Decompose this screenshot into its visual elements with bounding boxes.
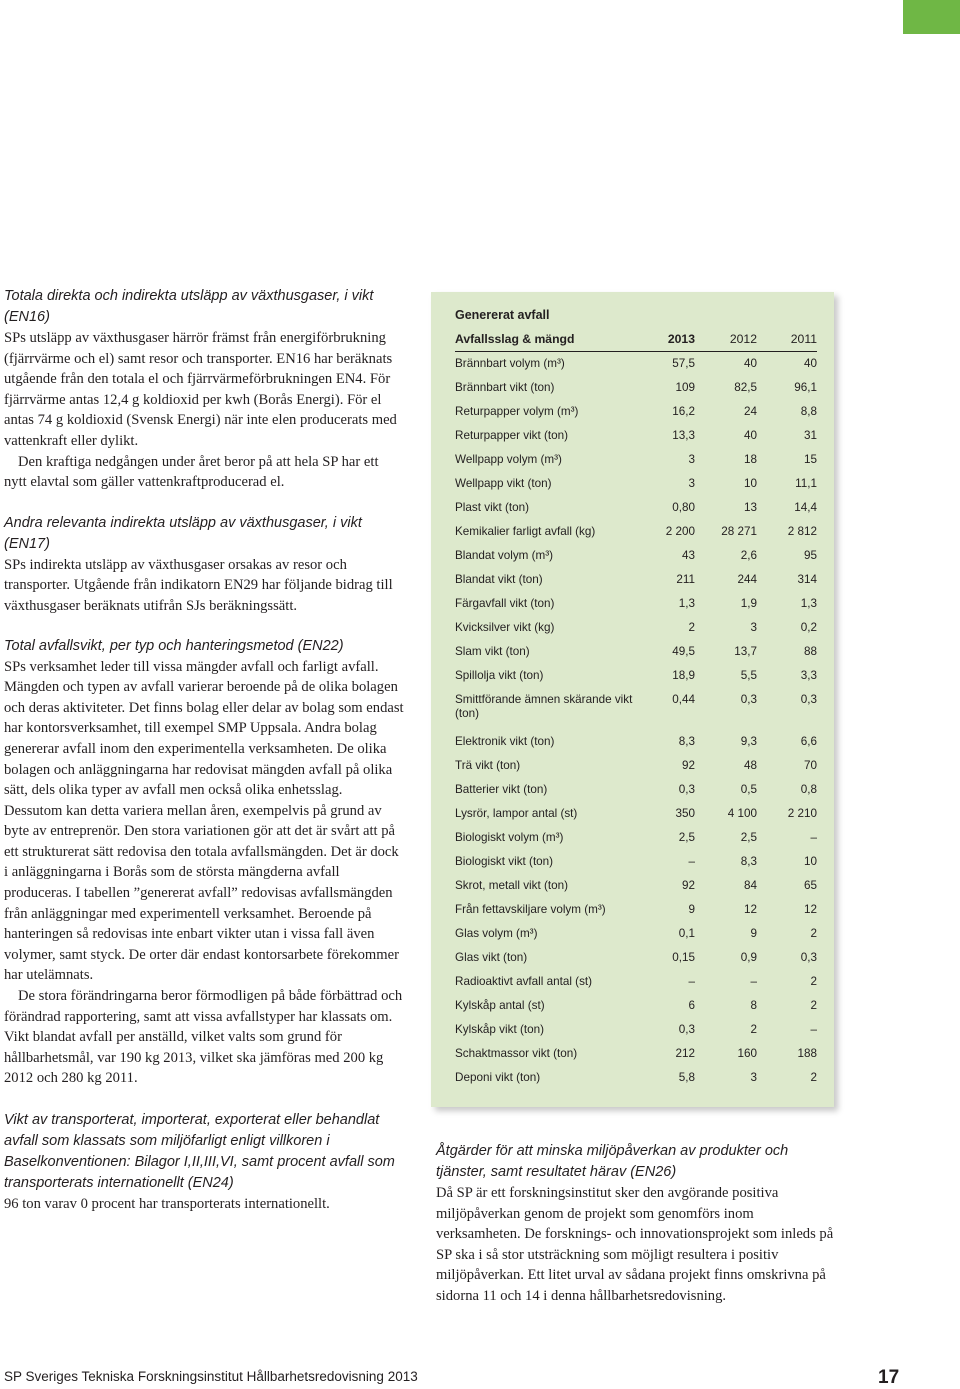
row-value: – — [688, 975, 695, 988]
table-row — [455, 664, 817, 688]
row-label: Radioaktivt avfall antal (st) — [455, 975, 593, 988]
paragraph: SPs verksamhet leder till vissa mängder avfall och farligt avfall. Mängden och typen av avfall varierar beroende på de olika bolagen och deras aktiviteter. Det finns bolag eller delar av bolag som endast har kontorsverksamhet, till exempel SMP Uppsala. Andra bolag genererar avfall inom den experimentella verksamheten. De olika bolagen och anläggningarna har redovisat mängden avfall på olika sätt, dels olika typer av avfall men också olika enhetsslag. Dessutom kan detta variera mellan åren, exempelvis på grund av byte av entreprenör. Den stora variationen gör att det är svårt att på ett strukturerat sätt redovisa den totala avfallsmängden. Det är dock i anläggningarna i Borås som de största mängderna avfall produceras. I tabellen ”genererat avfall” redovisas avfallsmängden från anläggningar med experimentell verksamhet. Beroende på hanteringen så redovisas inte enbart vikter utan i vissa fall även volymer, samt styck. De orter där endast kontorsarbete förekommer har utelämnats. — [4, 658, 404, 984]
row-value: 0,3 — [678, 783, 695, 796]
row-label: Smittförande ämnen skärande vikt (ton) — [455, 693, 633, 720]
row-label: Trä vikt (ton) — [455, 759, 521, 772]
row-value: 70 — [803, 759, 817, 772]
row-value: 49,5 — [672, 645, 695, 658]
row-value: 6,6 — [800, 735, 817, 748]
table-row — [455, 424, 817, 448]
row-value: 40 — [803, 357, 817, 370]
section-heading: Total avfallsvikt, per typ och hanteringsmetod (EN22) — [4, 637, 344, 654]
row-label: Plast vikt (ton) — [455, 501, 530, 514]
row-value: 2 — [810, 975, 817, 988]
row-label: Brännbart vikt (ton) — [455, 381, 555, 394]
paragraph: De stora förändringarna beror förmodligen på både förbättrad och förändrad rapportering, samt att vissa avfallstyper har klassats om. Vikt blandat avfall per anställd, vilket valts som grund för hållbarhetsmål, var 190 kg 2013, vilket ska jämföras med 200 kg 2012 och 280 kg 2011. — [4, 988, 403, 1087]
row-label: Brännbart volym (m³) — [455, 357, 565, 370]
section-en16 — [4, 286, 404, 493]
row-value: 5,5 — [740, 669, 757, 682]
row-value: 2 210 — [787, 807, 817, 820]
row-value: 0,3 — [740, 693, 757, 706]
row-value: 88 — [803, 645, 817, 658]
row-value: 16,2 — [672, 405, 695, 418]
row-value: 1,3 — [800, 597, 817, 610]
section-heading: Vikt av transporterat, importerat, exporterat eller behandlat avfall som klassats som miljöfarligt enligt villkoren i Baselkonventionen: Bilagor I,II,III,VI, samt procent avfall som transporterats internationellt (EN24) — [4, 1112, 395, 1191]
section-en17 — [4, 513, 404, 617]
row-value: 48 — [743, 759, 757, 772]
row-label: Wellpapp volym (m³) — [455, 453, 562, 466]
table-row — [455, 802, 817, 826]
row-value: 40 — [743, 429, 757, 442]
row-value: 92 — [681, 879, 695, 892]
row-value: 40 — [743, 357, 757, 370]
row-value: 65 — [803, 879, 817, 892]
row-value: 2,5 — [740, 831, 757, 844]
row-value: 96,1 — [794, 381, 817, 394]
row-value: 18,9 — [672, 669, 695, 682]
paragraph: SPs indirekta utsläpp av växthusgaser orsakas av resor och transporter. Utgående från indikatorn EN29 har följande bidrag till växthusgaser beräknats utifrån SJs beräkningssätt. — [4, 556, 393, 614]
row-value: 160 — [737, 1047, 757, 1060]
row-label: Wellpapp vikt (ton) — [455, 477, 552, 490]
row-label: Från fettavskiljare volym (m³) — [455, 903, 606, 916]
page-number: 17 — [878, 1367, 900, 1388]
row-value: – — [750, 975, 757, 988]
row-value: 3,3 — [800, 669, 817, 682]
table-row — [455, 448, 817, 472]
row-label: Lysrör, lampor antal (st) — [455, 807, 578, 820]
row-value: – — [810, 831, 817, 844]
table-row — [455, 970, 817, 994]
table-row — [455, 898, 817, 922]
table-row — [455, 1066, 817, 1090]
row-value: 0,80 — [672, 501, 695, 514]
row-label: Glas volym (m³) — [455, 927, 538, 940]
header-cell: 2011 — [790, 332, 817, 346]
row-value: 9,3 — [740, 735, 757, 748]
row-value: 0,8 — [800, 783, 817, 796]
section-en24 — [4, 1110, 404, 1215]
table-row — [455, 400, 817, 424]
left-column — [4, 286, 404, 1215]
table-row — [455, 496, 817, 520]
paragraph: Den kraftiga nedgången under året beror på att hela SP har ett nytt elavtal som gäller vattenkraftproducerad el. — [4, 453, 379, 491]
row-value: 95 — [803, 549, 817, 562]
row-value: 11,1 — [795, 477, 817, 490]
row-value: 13 — [743, 501, 757, 514]
row-value: 3 — [688, 477, 695, 490]
header-cell: 2013 — [667, 332, 695, 346]
row-label: Biologiskt volym (m³) — [455, 831, 564, 844]
row-label: Returpapper volym (m³) — [455, 405, 579, 418]
row-value: 10 — [803, 855, 817, 868]
row-label: Schaktmassor vikt (ton) — [455, 1047, 578, 1060]
row-value: 2,6 — [740, 549, 757, 562]
row-value: 57,5 — [672, 357, 695, 370]
row-label: Kylskåp antal (st) — [455, 999, 545, 1012]
row-value: 84 — [743, 879, 757, 892]
row-label: Returpapper vikt (ton) — [455, 429, 569, 442]
row-value: 350 — [675, 807, 695, 820]
right-column — [436, 1141, 836, 1307]
row-value: 2 — [688, 621, 695, 634]
row-value: 3 — [688, 453, 695, 466]
table-header-row — [455, 327, 817, 352]
row-label: Blandat volym (m³) — [455, 549, 554, 562]
row-value: 2 — [810, 999, 817, 1012]
row-label: Slam vikt (ton) — [455, 645, 530, 658]
row-label: Kemikalier farligt avfall (kg) — [455, 525, 596, 538]
row-label: Biologiskt vikt (ton) — [455, 855, 554, 868]
table-row — [455, 592, 817, 616]
row-value: 0,44 — [672, 693, 695, 706]
table-row — [455, 946, 817, 970]
row-value: 43 — [681, 549, 695, 562]
row-value: 0,3 — [800, 693, 817, 706]
row-value: 2 200 — [665, 525, 695, 538]
row-value: 188 — [797, 1047, 817, 1060]
section-heading: Totala direkta och indirekta utsläpp av växthusgaser, i vikt (EN16) — [4, 288, 374, 325]
row-value: 31 — [803, 429, 817, 442]
row-value: 211 — [676, 573, 695, 586]
table-row — [455, 826, 817, 850]
table-row — [455, 778, 817, 802]
row-label: Batterier vikt (ton) — [455, 783, 548, 796]
row-value: 2 — [750, 1023, 757, 1036]
row-value: 0,1 — [678, 927, 695, 940]
row-value: 1,9 — [740, 597, 757, 610]
row-value: – — [810, 1023, 817, 1036]
row-value: 0,3 — [800, 951, 817, 964]
row-value: 314 — [797, 573, 817, 586]
row-value: 18 — [743, 453, 757, 466]
row-label: Kylskåp vikt (ton) — [455, 1023, 544, 1036]
row-label: Blandat vikt (ton) — [455, 573, 543, 586]
table-row — [455, 994, 817, 1018]
row-value: 15 — [803, 453, 817, 466]
row-value: 5,8 — [678, 1071, 695, 1084]
table-row — [455, 568, 817, 592]
table-body — [455, 352, 817, 1090]
table-row — [455, 850, 817, 874]
row-value: 9 — [750, 927, 757, 940]
row-value: 3 — [750, 621, 757, 634]
row-label: Kvicksilver vikt (kg) — [455, 621, 555, 634]
row-label: Glas vikt (ton) — [455, 951, 528, 964]
row-label: Spillolja vikt (ton) — [455, 669, 544, 682]
paragraph: SPs utsläpp av växthusgaser härrör främst från energiförbrukning (fjärrvärme och el) samt resor och transporter. EN16 har beräknats utgående från den totala el och fjärrvärmeförbrukningen EN4. För fjärrvärme antas 12,4 g koldioxid per kwh (Borås Energi). För el antas 74 g koldioxid (Svensk Energi) när inte elen producerats med vattenkraft eller dylikt. — [4, 330, 397, 449]
row-value: 0,9 — [740, 951, 757, 964]
row-value: 12 — [803, 903, 817, 916]
row-value: 1,3 — [678, 597, 695, 610]
row-value: 24 — [743, 405, 757, 418]
table-row — [455, 754, 817, 778]
table-row — [455, 1018, 817, 1042]
row-value: 8 — [750, 999, 757, 1012]
row-value: 12 — [743, 903, 757, 916]
row-label: Färgavfall vikt (ton) — [455, 597, 555, 610]
table-row — [455, 376, 817, 400]
table-row — [455, 352, 817, 376]
row-value: 0,3 — [678, 1023, 695, 1036]
table-row — [455, 640, 817, 664]
table-row — [455, 922, 817, 946]
table-title: Genererat avfall — [455, 308, 550, 322]
row-label: Skrot, metall vikt (ton) — [455, 879, 569, 892]
paragraph: Då SP är ett forskningsinstitut sker den avgörande positiva miljöpåverkan genom de projekt som genomförs inom verksamheten. De forsknings- och innovationsprojekt som inleds på SP ska i så stor utsträckning som möjligt resultera i positiv miljöpåverkan. Ett litet urval av sådana projekt finns omskrivna på sidorna 11 och 14 i denna hållbarhetsredovisning. — [436, 1185, 834, 1304]
row-value: 244 — [737, 573, 757, 586]
row-value: 82,5 — [734, 381, 757, 394]
footer-text: SP Sveriges Tekniska Forskningsinstitut Hållbarhetsredovisning 2013 — [4, 1369, 418, 1384]
table-row — [455, 730, 817, 754]
row-value: 212 — [675, 1047, 695, 1060]
table-row — [455, 874, 817, 898]
row-label: Deponi vikt (ton) — [455, 1071, 541, 1084]
paragraph: 96 ton varav 0 procent har transporterats internationellt. — [4, 1196, 330, 1212]
row-value: 10 — [743, 477, 757, 490]
row-value: 4 100 — [727, 807, 757, 820]
row-value: 13,7 — [734, 645, 757, 658]
row-value: – — [688, 855, 695, 868]
table-row — [455, 616, 817, 640]
row-value: 14,4 — [794, 501, 817, 514]
row-value: 8,3 — [740, 855, 757, 868]
section-heading: Andra relevanta indirekta utsläpp av växthusgaser, i vikt (EN17) — [4, 514, 362, 552]
table-row — [455, 688, 817, 730]
corner-accent-block — [903, 0, 960, 34]
row-value: 0,2 — [800, 621, 817, 634]
section-en22 — [4, 636, 404, 1089]
waste-table — [455, 303, 817, 1090]
row-value: 2 — [810, 1071, 817, 1084]
row-value: 9 — [688, 903, 695, 916]
table-row — [455, 520, 817, 544]
row-value: 8,8 — [800, 405, 817, 418]
row-label: Elektronik vikt (ton) — [455, 735, 555, 748]
header-cell: 2012 — [729, 332, 757, 346]
row-value: 0,15 — [672, 951, 695, 964]
row-value: 0,5 — [740, 783, 757, 796]
row-value: 28 271 — [721, 525, 757, 538]
waste-table-panel — [431, 292, 834, 1107]
row-value: 2 — [810, 927, 817, 940]
row-value: 13,3 — [672, 429, 695, 442]
table-row — [455, 544, 817, 568]
row-value: 6 — [688, 999, 695, 1012]
row-value: 109 — [675, 381, 695, 394]
row-value: 92 — [681, 759, 695, 772]
row-value: 8,3 — [678, 735, 695, 748]
header-cell: Avfallsslag & mängd — [455, 332, 575, 346]
table-row — [455, 1042, 817, 1066]
row-value: 2 812 — [787, 525, 817, 538]
row-value: 2,5 — [678, 831, 695, 844]
row-value: 3 — [750, 1071, 757, 1084]
section-heading: Åtgärder för att minska miljöpåverkan av produkter och tjänster, samt resultatet härav (EN26) — [436, 1143, 789, 1180]
table-row — [455, 472, 817, 496]
